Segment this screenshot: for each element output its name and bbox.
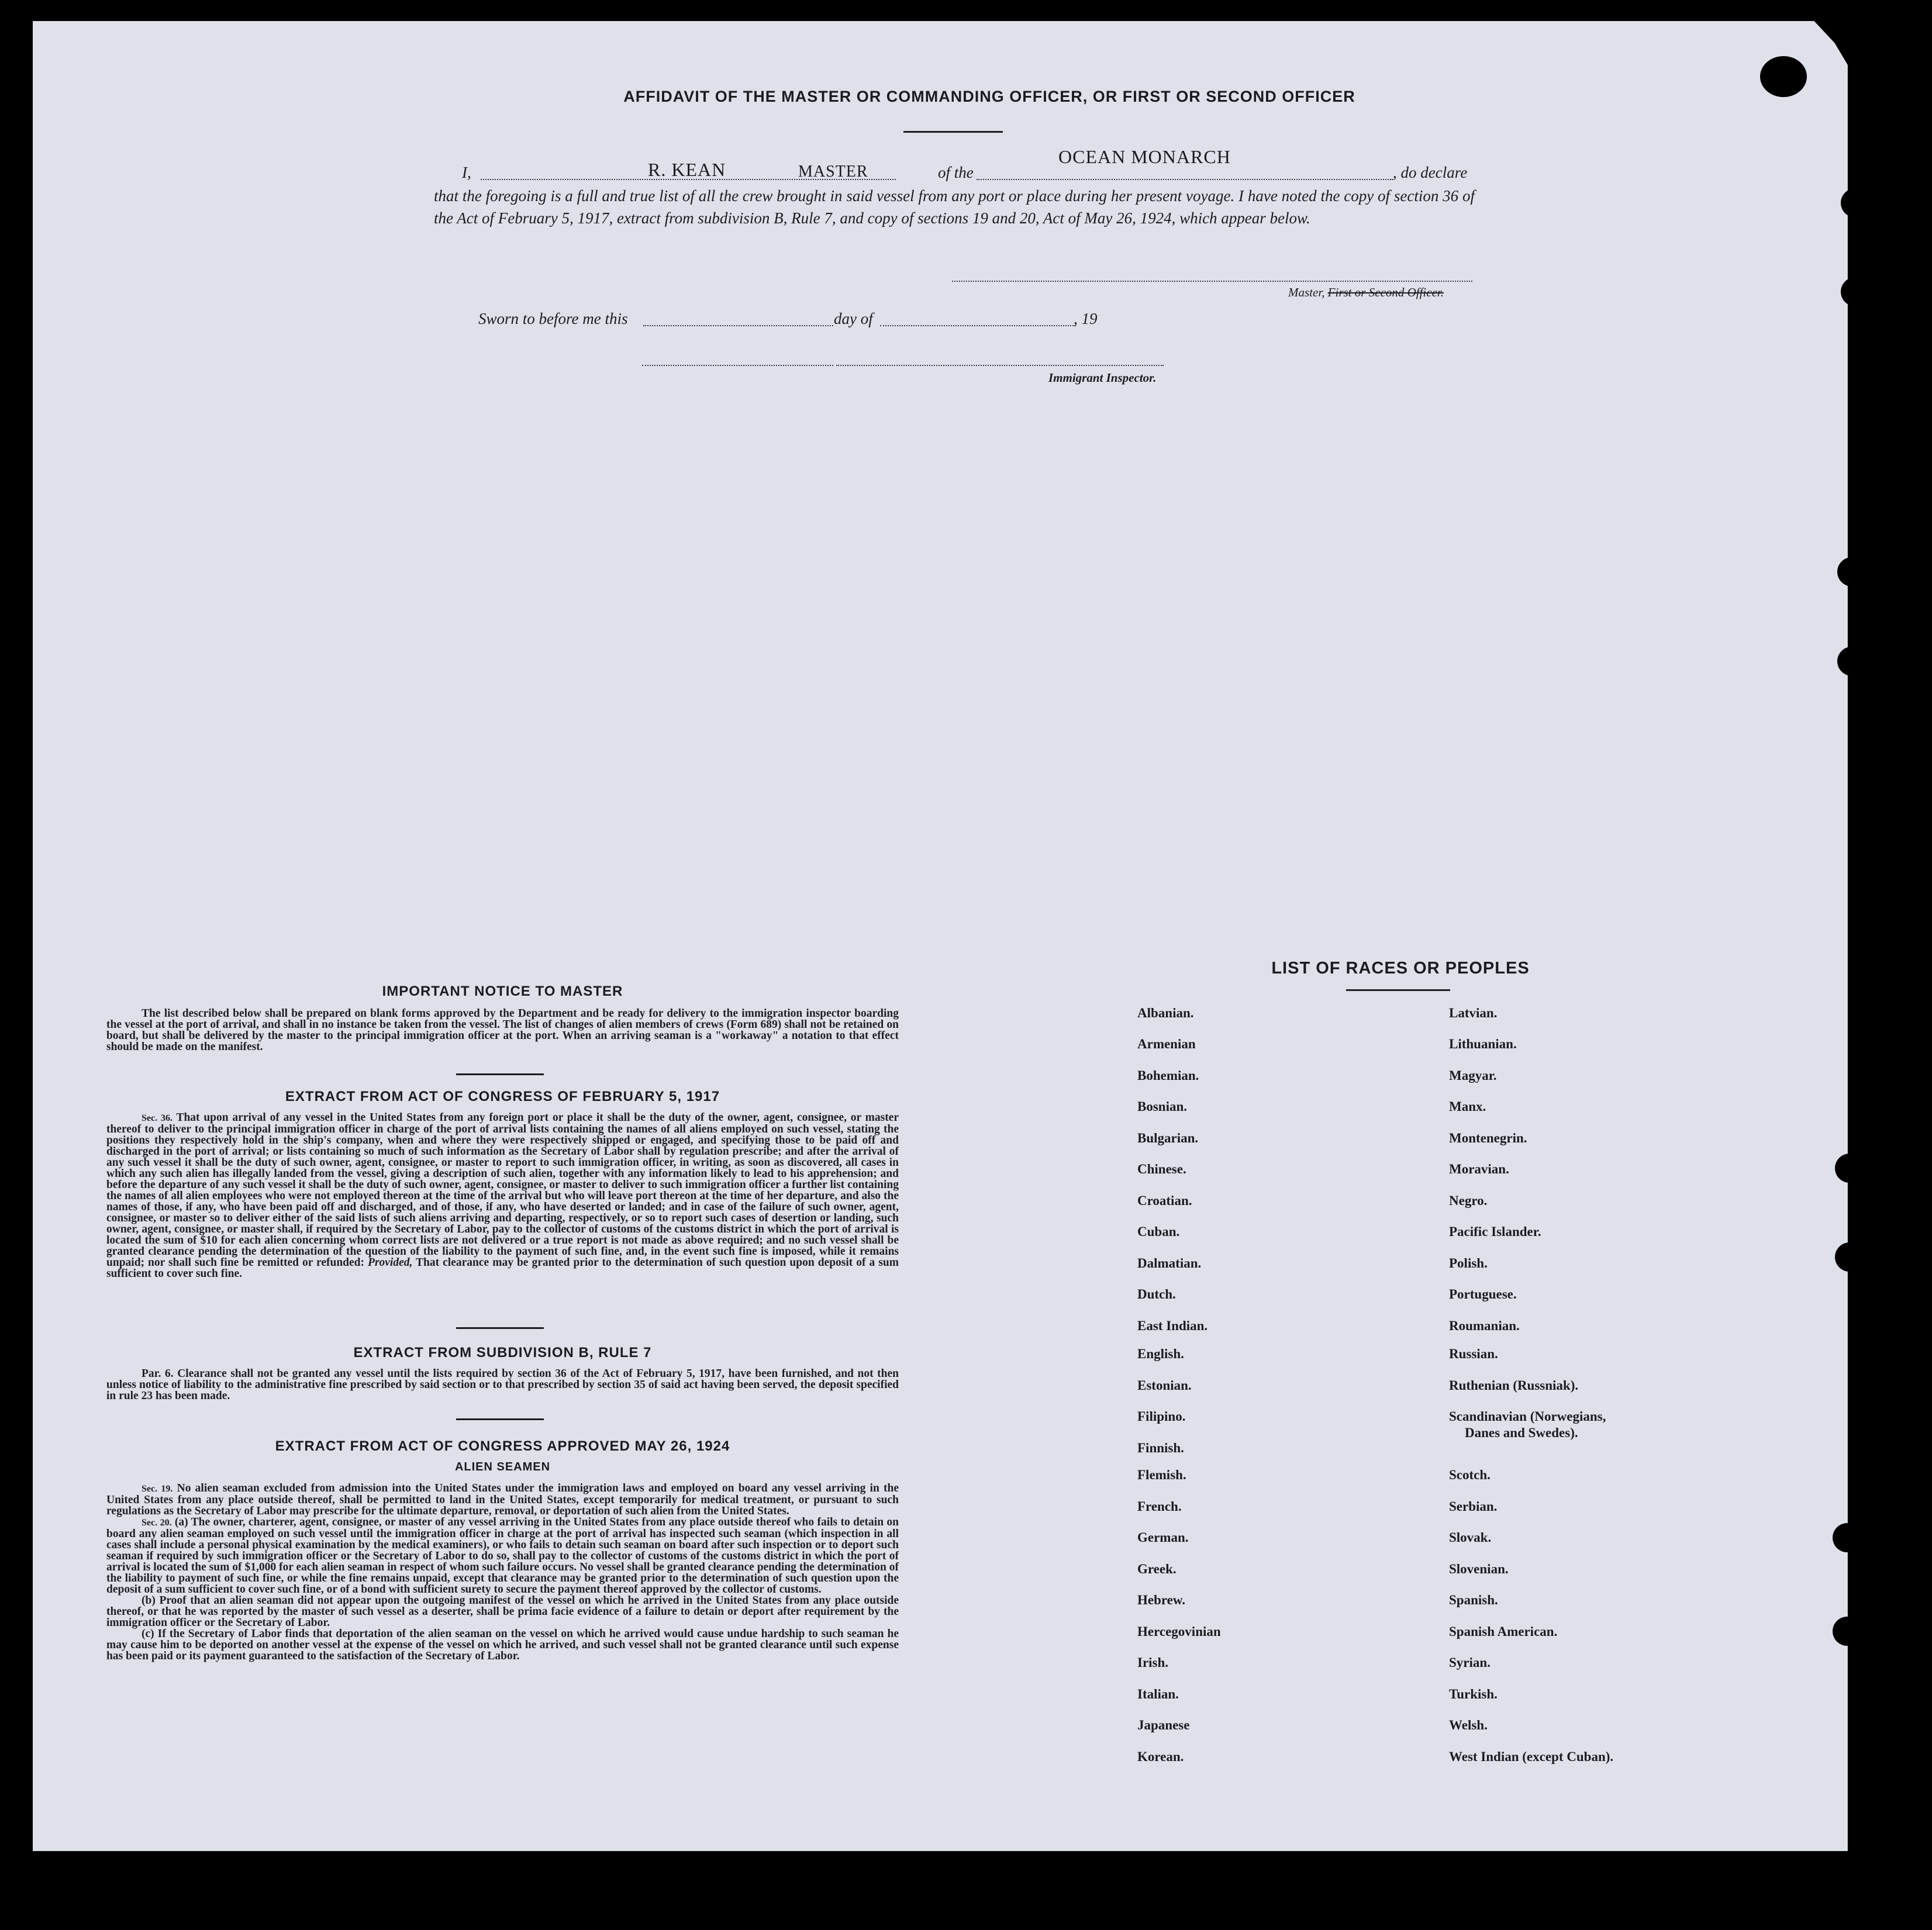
title-divider xyxy=(903,131,1003,133)
race-item: Manx. xyxy=(1449,1099,1486,1114)
inspector-line-left xyxy=(642,365,833,366)
race-item: Portuguese. xyxy=(1449,1287,1517,1301)
caption-struck-officer: First or Second Officer. xyxy=(1327,285,1444,299)
sworn-text: Sworn to before me this xyxy=(478,310,628,327)
race-item: West Indian (except Cuban). xyxy=(1449,1749,1614,1764)
provided-word: Provided, xyxy=(368,1256,413,1269)
race-item: Hercegovinian xyxy=(1137,1624,1221,1639)
race-item: Moravian. xyxy=(1449,1162,1509,1176)
of-the-text: of the xyxy=(938,164,974,181)
race-item: Estonian. xyxy=(1137,1378,1192,1393)
race-item: Finnish. xyxy=(1137,1441,1184,1455)
race-item: Lithuanian. xyxy=(1449,1037,1517,1051)
race-item: Dalmatian. xyxy=(1137,1256,1202,1270)
punch-hole xyxy=(1841,188,1870,217)
extract-1924-text xyxy=(106,1483,899,1662)
sec-36-body: That upon arrival of any vessel in the United States from any foreign port or place it shall be the duty of the owner, agent, consignee, or master thereof to deliver to the principal immigration officer in charge of the port of arrival lists containing the names of all aliens employed on such vessel, stating the positions they respectively hold in the ship's company, when and where they were respectively shipped or engaged, and specifying those to be paid off and discharged in the port of arrival; or lists containing so much of such information as the Secretary of Labor shall by regulation prescribe; and after the arrival of any such vessel it shall be the duty of such owner, agent, consignee, or master to report to such immigration officer, in writing, as soon as discovered, all cases in which any such alien has illegally landed from the vessel, giving a description of such alien, together with any information likely to lead to his apprehension; and before the departure of any such vessel it shall be the duty of such owner, agent, consignee, or master to deliver to such immigration officer a further list containing the names of all alien employees who were not employed thereon at the time of the arrival but who will leave port thereon at the time of her departure, and also the names of those, if any, who have been paid off and discharged, and of those, if any, who have deserted or landed; and in case of the failure of such owner, agent, consignee, or master so to deliver either of the said lists of such aliens arriving and departing, respectively, or so to report such cases of desertion or landing, such owner, agent, consignee, or master shall, if required by the Secretary of Labor, pay to the collector of customs of the customs district in which the port of arrival is located the sum of $10 for each alien concerning whom correct lists are not delivered or a true report is not made as above required; and no such vessel shall be granted clearance pending the determination of the question of the liability to the payment of such fine, and, in the event such fine is imposed, while it remains unpaid; nor shall such fine be remitted or refunded: xyxy=(106,1111,899,1269)
race-item: Danes and Swedes). xyxy=(1465,1425,1578,1440)
extract-1917-text xyxy=(106,1112,899,1279)
sworn-day-line xyxy=(643,325,833,326)
race-item: Syrian. xyxy=(1449,1655,1491,1670)
race-item: Chinese. xyxy=(1137,1162,1186,1176)
race-item: Greek. xyxy=(1137,1562,1177,1576)
race-item: Magyar. xyxy=(1449,1068,1497,1083)
race-item: English. xyxy=(1137,1346,1184,1361)
master-name: R. KEAN xyxy=(648,159,726,180)
master-signature-caption xyxy=(1288,285,1444,300)
race-item: Welsh. xyxy=(1449,1718,1488,1732)
races-title: LIST OF RACES OR PEOPLES xyxy=(1271,959,1530,978)
extract-1924-title: EXTRACT FROM ACT OF CONGRESS APPROVED MAY 26, 1924 xyxy=(275,1438,730,1454)
punch-hole xyxy=(1841,277,1870,306)
races-divider xyxy=(1346,989,1450,991)
sec-19-body: No alien seaman excluded from admission into the United States under the immigration laws and employed on board any vessel arriving in the United States from any place outside thereof, shall be permitted to land in the United States, except temporarily for medical treatment, or pursuant to such regulations as the Secretary of Labor may prescribe for the ultimate departure, removal, or deportation of such alien from the United States. xyxy=(106,1482,899,1517)
extract-rule7-divider xyxy=(456,1418,544,1420)
vessel-name: OCEAN MONARCH xyxy=(1058,146,1231,167)
race-item: Albanian. xyxy=(1137,1006,1194,1020)
extract-rule7-text: Par. 6. Clearance shall not be granted any vessel until the lists required by section 36 of the Act of February 5, 1917, have been furnished, and not then unless notice of liability to the administrative fine prescribed by said section or to that prescribed by section 35 of said act having been served, the deposit specified in rule 23 has been made. xyxy=(106,1368,899,1402)
race-item: Japanese xyxy=(1137,1718,1190,1732)
race-item: Montenegrin. xyxy=(1449,1131,1527,1145)
race-item: Pacific Islander. xyxy=(1449,1224,1541,1239)
race-item: Bulgarian. xyxy=(1137,1131,1199,1145)
race-item: Bohemian. xyxy=(1137,1068,1199,1083)
notice-divider xyxy=(456,1073,544,1075)
race-item: Spanish. xyxy=(1449,1593,1498,1607)
master-signature-line xyxy=(952,281,1472,282)
sec-20a xyxy=(106,1517,899,1595)
punch-hole xyxy=(1837,647,1867,676)
sec-19 xyxy=(106,1483,899,1517)
extract-1917-title: EXTRACT FROM ACT OF CONGRESS OF FEBRUARY 5, 1917 xyxy=(285,1089,720,1104)
punch-hole xyxy=(1833,1617,1862,1646)
affidavit-i-word: I, xyxy=(462,164,471,181)
year-text: , 19 xyxy=(1074,310,1098,327)
punch-hole xyxy=(1835,1154,1864,1183)
sec-36-end: That clearance may be granted prior to the determination of such question upon deposit of a sum sufficient to cover such fine. xyxy=(106,1256,899,1280)
race-item: Serbian. xyxy=(1449,1499,1498,1514)
sec-20c: (c) If the Secretary of Labor finds that deportation of the alien seaman on the vessel on which he arrived would cause undue hardship to such seaman he may cause him to be deported on another vessel at the expense of the vessel on which he arrived, and such vessel shall not be granted clearance until such expense has been paid or its payment guaranteed to the satisfaction of the Secretary of Labor. xyxy=(106,1628,899,1662)
race-item: Latvian. xyxy=(1449,1006,1498,1020)
sec-20a-body: (a) The owner, charterer, agent, consignee, or master of any vessel arriving in the United States from any place outside thereof who fails to detain on board any alien seaman employed on such vessel until the immigration officer in charge at the port of arrival has inspected such seaman (which inspection in all cases shall include a personal physical examination by the medical examiners), or who fails to detain such seaman on board after such inspection or to deport such seaman if required by such immigration officer or the Secretary of Labor to do so, shall pay to the collector of customs of the customs district in which the port of arrival is located the sum of $1,000 for each alien seaman in respect of whom such failure occurs. No vessel shall be granted clearance pending the determination of the liability to payment of such fine, or while the fine remains unpaid, except that clearance may be granted prior to the determination of such question upon the deposit of a sum sufficient to cover such fine, or of a bond with sufficient surety to secure the payment thereof approved by the collector of customs. xyxy=(106,1516,899,1596)
race-item: Italian. xyxy=(1137,1687,1179,1701)
affidavit-title: AFFIDAVIT OF THE MASTER OR COMMANDING OFFICER, OR FIRST OR SECOND OFFICER xyxy=(623,88,1355,105)
punch-hole xyxy=(1835,1242,1864,1272)
race-item: German. xyxy=(1137,1530,1189,1545)
race-item: Turkish. xyxy=(1449,1687,1498,1701)
race-item: Scandinavian (Norwegians, xyxy=(1449,1409,1606,1424)
race-item: Negro. xyxy=(1449,1193,1488,1208)
race-item: Hebrew. xyxy=(1137,1593,1185,1607)
race-item: Croatian. xyxy=(1137,1193,1192,1208)
race-item: Bosnian. xyxy=(1137,1099,1188,1114)
race-item: Slovenian. xyxy=(1449,1562,1509,1576)
extract-1917-divider xyxy=(456,1327,544,1329)
sec-20b: (b) Proof that an alien seaman did not appear upon the outgoing manifest of the vessel on which he arrived in the United States from any place outside thereof, or that he was reported by the master of such vessel as a deserter, shall be prima facie evidence of a failure to detain or deport after requirement by the immigration officer or the Secretary of Labor. xyxy=(106,1594,899,1629)
extract-1924-subtitle: ALIEN SEAMEN xyxy=(454,1461,551,1473)
do-declare-text: , do declare xyxy=(1393,164,1468,181)
race-item: East Indian. xyxy=(1137,1318,1208,1333)
inspector-line-right xyxy=(836,365,1164,366)
caption-master: Master, xyxy=(1288,285,1325,299)
race-item: Cuban. xyxy=(1137,1224,1180,1239)
sec-20-label: Sec. 20. xyxy=(142,1518,172,1528)
notice-title: IMPORTANT NOTICE TO MASTER xyxy=(382,983,623,999)
race-item: Filipino. xyxy=(1137,1409,1186,1424)
extract-rule7-title: EXTRACT FROM SUBDIVISION B, RULE 7 xyxy=(353,1345,652,1361)
race-item: Slovak. xyxy=(1449,1530,1492,1545)
notice-text: The list described below shall be prepared on blank forms approved by the Department and be ready for delivery to the immigration inspector boarding the vessel at the port of arrival, and shall in no instance be taken from the vessel. The list of changes of alien members of crews (Form 689) shall not be retained on board, but shall be delivered by the master to the principal immigration officer at the port. When an arriving seaman is a "workaway" a notation to that effect should be made on the manifest. xyxy=(106,1007,899,1053)
race-item: Irish. xyxy=(1137,1655,1169,1670)
race-item: Scotch. xyxy=(1449,1468,1491,1482)
race-item: French. xyxy=(1137,1499,1182,1514)
affidavit-statement: that the foregoing is a full and true list of all the crew brought in said vessel from any port or place during her present voyage. I have noted the copy of section 36 of the Act of February 5, 1917, extract from subdivision B, Rule 7, and copy of sections 19 and 20, Act of May 26, 1924, which appear below. xyxy=(434,187,1475,227)
inspector-caption: Immigrant Inspector. xyxy=(1048,371,1157,385)
race-item: Roumanian. xyxy=(1449,1318,1520,1333)
race-item: Ruthenian (Russniak). xyxy=(1449,1378,1579,1393)
rank-text: MASTER xyxy=(798,163,868,181)
sec-36-label: Sec. 36. xyxy=(142,1113,173,1123)
punch-hole xyxy=(1833,1523,1862,1552)
race-item: Russian. xyxy=(1449,1346,1498,1361)
race-item: Dutch. xyxy=(1137,1287,1176,1301)
race-item: Flemish. xyxy=(1137,1468,1186,1482)
vessel-fill-line xyxy=(977,179,1393,180)
race-item: Korean. xyxy=(1137,1749,1184,1764)
sworn-month-line xyxy=(880,325,1076,326)
race-item: Armenian xyxy=(1137,1037,1196,1051)
punch-hole xyxy=(1837,557,1867,586)
day-of-text: day of xyxy=(834,310,873,327)
race-item: Spanish American. xyxy=(1449,1624,1558,1639)
sec-19-label: Sec. 19. xyxy=(142,1484,173,1494)
race-item: Polish. xyxy=(1449,1256,1488,1270)
